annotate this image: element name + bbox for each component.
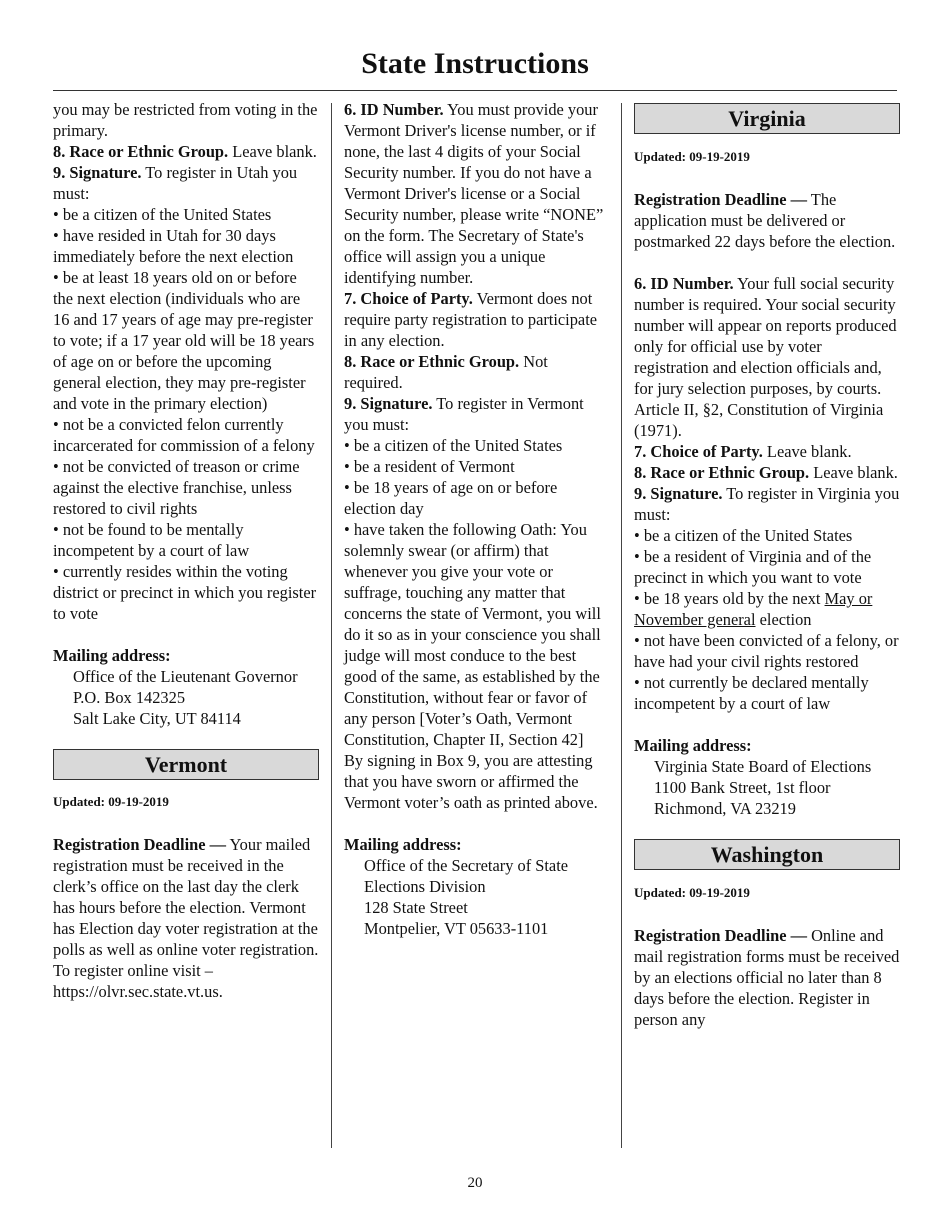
utah-intro: you may be restricted from voting in the primary.: [53, 100, 318, 140]
column-3: [634, 103, 900, 1030]
virginia-item-8-text: Leave blank.: [809, 463, 898, 482]
washington-deadline-label: Registration Deadline —: [634, 926, 807, 945]
vermont-item-8: [344, 351, 609, 393]
virginia-mailing-label: Mailing address:: [634, 736, 752, 755]
virginia-item-9-label: 9. Signature.: [634, 484, 723, 503]
vermont-item-7: [344, 288, 609, 351]
vermont-item-7-text: Vermont does not require party registration to participate in any election.: [344, 289, 598, 350]
virginia-heading: Virginia: [634, 103, 900, 134]
virginia-mailing-line: Richmond, VA 23219: [654, 799, 796, 818]
vermont-item-9-label: 9. Signature.: [344, 394, 433, 413]
vermont-item-6: [344, 99, 609, 288]
utah-bullet-residency: • have resided in Utah for 30 days immediately before the next election: [53, 226, 294, 266]
virginia-item-8: [634, 462, 900, 483]
virginia-item-6: [634, 273, 900, 441]
virginia-deadline: [634, 189, 900, 252]
virginia-mailing-line: Virginia State Board of Elections: [654, 757, 872, 776]
washington-deadline-text: Online and mail registration forms must be received by an elections official no later than 8 days before the election. Register in person any: [634, 926, 900, 1029]
virginia-item-8-label: 8. Race or Ethnic Group.: [634, 463, 810, 482]
washington-deadline: [634, 925, 900, 1030]
column-divider-1: [331, 103, 332, 1148]
vermont-mailing-line: Montpelier, VT 05633-1101: [364, 919, 549, 938]
vermont-updated-date: Updated: 09-19-2019: [53, 794, 169, 809]
virginia-item-9-text: To register in Virginia you must:: [634, 484, 900, 524]
page-number: 20: [467, 1175, 483, 1191]
vermont-mailing-line: Office of the Secretary of State: [364, 856, 569, 875]
virginia-item-6-label: 6. ID Number.: [634, 274, 734, 293]
utah-bullet-competency: • not be found to be mentally incompetent by a court of law: [53, 520, 250, 560]
vermont-heading: Vermont: [53, 749, 319, 780]
utah-bullet-felon: • not be a convicted felon currently incarcerated for commission of a felony: [53, 415, 315, 455]
washington-heading: Washington: [634, 839, 900, 870]
virginia-bullet-competency: • not currently be declared mentally incompetent by a court of law: [634, 673, 869, 713]
utah-bullet-precinct: • currently resides within the voting district or precinct in which you register to vote: [53, 562, 317, 623]
vermont-mailing-label: Mailing address:: [344, 835, 462, 854]
vermont-item-8-text: Not required.: [344, 352, 548, 392]
column-2: [344, 99, 609, 939]
virginia-item-7-label: 7. Choice of Party.: [634, 442, 763, 461]
vermont-item-6-text: You must provide your Vermont Driver's license number, or if none, the last 4 digits of your Social Security number. If you do not have a Vermont Driver's license or a Social Security number, please write “NONE” on the form. The Secretary of State's office will assign you a unique identifying number.: [344, 100, 604, 287]
title-divider: [53, 90, 897, 91]
virginia-mailing-line: 1100 Bank Street, 1st floor: [654, 778, 831, 797]
virginia-bullet-age-post: election: [755, 610, 812, 629]
virginia-bullet-age-pre: • be 18 years old by the next: [634, 589, 825, 608]
virginia-bullet-age: [634, 588, 900, 630]
vermont-deadline-label: Registration Deadline —: [53, 835, 226, 854]
utah-item-8-label: 8. Race or Ethnic Group.: [53, 142, 229, 161]
virginia-item-7: [634, 441, 900, 462]
vermont-deadline: [53, 834, 319, 1002]
virginia-updated-date: Updated: 09-19-2019: [634, 149, 750, 164]
vermont-bullet-resident: • be a resident of Vermont: [344, 457, 515, 476]
vermont-item-6-label: 6. ID Number.: [344, 100, 444, 119]
vermont-deadline-text: Your mailed registration must be received in the clerk’s office on the last day the clerk has hours before the election. Vermont has Election day voter registration at the polls as well as online voter registration. To register online visit – https://olvr.sec.state.vt.us.: [53, 835, 319, 1001]
page-title: State Instructions: [361, 47, 589, 80]
vermont-bullet-age: • be 18 years of age on or before election day: [344, 478, 558, 518]
utah-bullet-age: • be at least 18 years old on or before the next election (individuals who are 16 and 17 years of age may pre-register to vote; if a 17 year old will be 18 years of age on or before the upcoming general election, they may pre-register and vote in the primary election): [53, 268, 315, 413]
virginia-item-6-text: Your full social security number is required. Your social security number will appear on reports produced only for official use by voter registration and election officials and, for jury selection purposes, by courts. Article II, §2, Constitution of Virginia (1971).: [634, 274, 897, 440]
utah-item-9-label: 9. Signature.: [53, 163, 142, 182]
utah-mailing-line: Office of the Lieutenant Governor: [73, 667, 298, 686]
virginia-bullet-age-underlined: May or November general: [634, 589, 873, 629]
virginia-deadline-text: The application must be delivered or postmarked 22 days before the election.: [634, 190, 896, 251]
vermont-item-8-label: 8. Race or Ethnic Group.: [344, 352, 520, 371]
vermont-mailing-line: 128 State Street: [364, 898, 468, 917]
vermont-item-7-label: 7. Choice of Party.: [344, 289, 473, 308]
vermont-bullet-oath: • have taken the following Oath: You solemnly swear (or affirm) that whenever you give your vote or suffrage, touching any matter that concerns the state of Vermont, you will do it so as in your conscience you shall judge will most conduce to the best good of the same, as established by the Constitution, without fear or favor of any person [Voter’s Oath, Vermont Constitution, Chapter II, Section 42]: [344, 520, 601, 749]
utah-item-9-text: To register in Utah you must:: [53, 163, 298, 203]
virginia-deadline-label: Registration Deadline —: [634, 190, 807, 209]
virginia-bullet-felony: • not have been convicted of a felony, or have had your civil rights restored: [634, 631, 899, 671]
virginia-bullet-resident: • be a resident of Virginia and of the precinct in which you want to vote: [634, 547, 872, 587]
utah-bullet-treason: • not be convicted of treason or crime against the elective franchise, unless restored to civil rights: [53, 457, 300, 518]
vermont-item-9-text: To register in Vermont you must:: [344, 394, 584, 434]
vermont-item-9: [344, 393, 609, 435]
utah-mailing-label: Mailing address:: [53, 646, 171, 665]
virginia-item-9: [634, 483, 900, 525]
utah-mailing-line: P.O. Box 142325: [73, 688, 186, 707]
vermont-mailing-line: Elections Division: [364, 877, 486, 896]
virginia-bullet-citizen: • be a citizen of the United States: [634, 526, 853, 545]
vermont-signing-text: By signing in Box 9, you are attesting that you have sworn or affirmed the Vermont voter’s oath as printed above.: [344, 751, 598, 812]
column-divider-2: [621, 103, 622, 1148]
column-1: [53, 99, 319, 1002]
washington-updated-date: Updated: 09-19-2019: [634, 885, 750, 900]
vermont-bullet-citizen: • be a citizen of the United States: [344, 436, 563, 455]
utah-mailing-line: Salt Lake City, UT 84114: [73, 709, 241, 728]
virginia-item-7-text: Leave blank.: [762, 442, 852, 461]
utah-item-9: [53, 162, 319, 204]
utah-item-8: [53, 141, 319, 162]
utah-bullet-citizen: • be a citizen of the United States: [53, 205, 272, 224]
utah-item-8-text: Leave blank.: [228, 142, 317, 161]
